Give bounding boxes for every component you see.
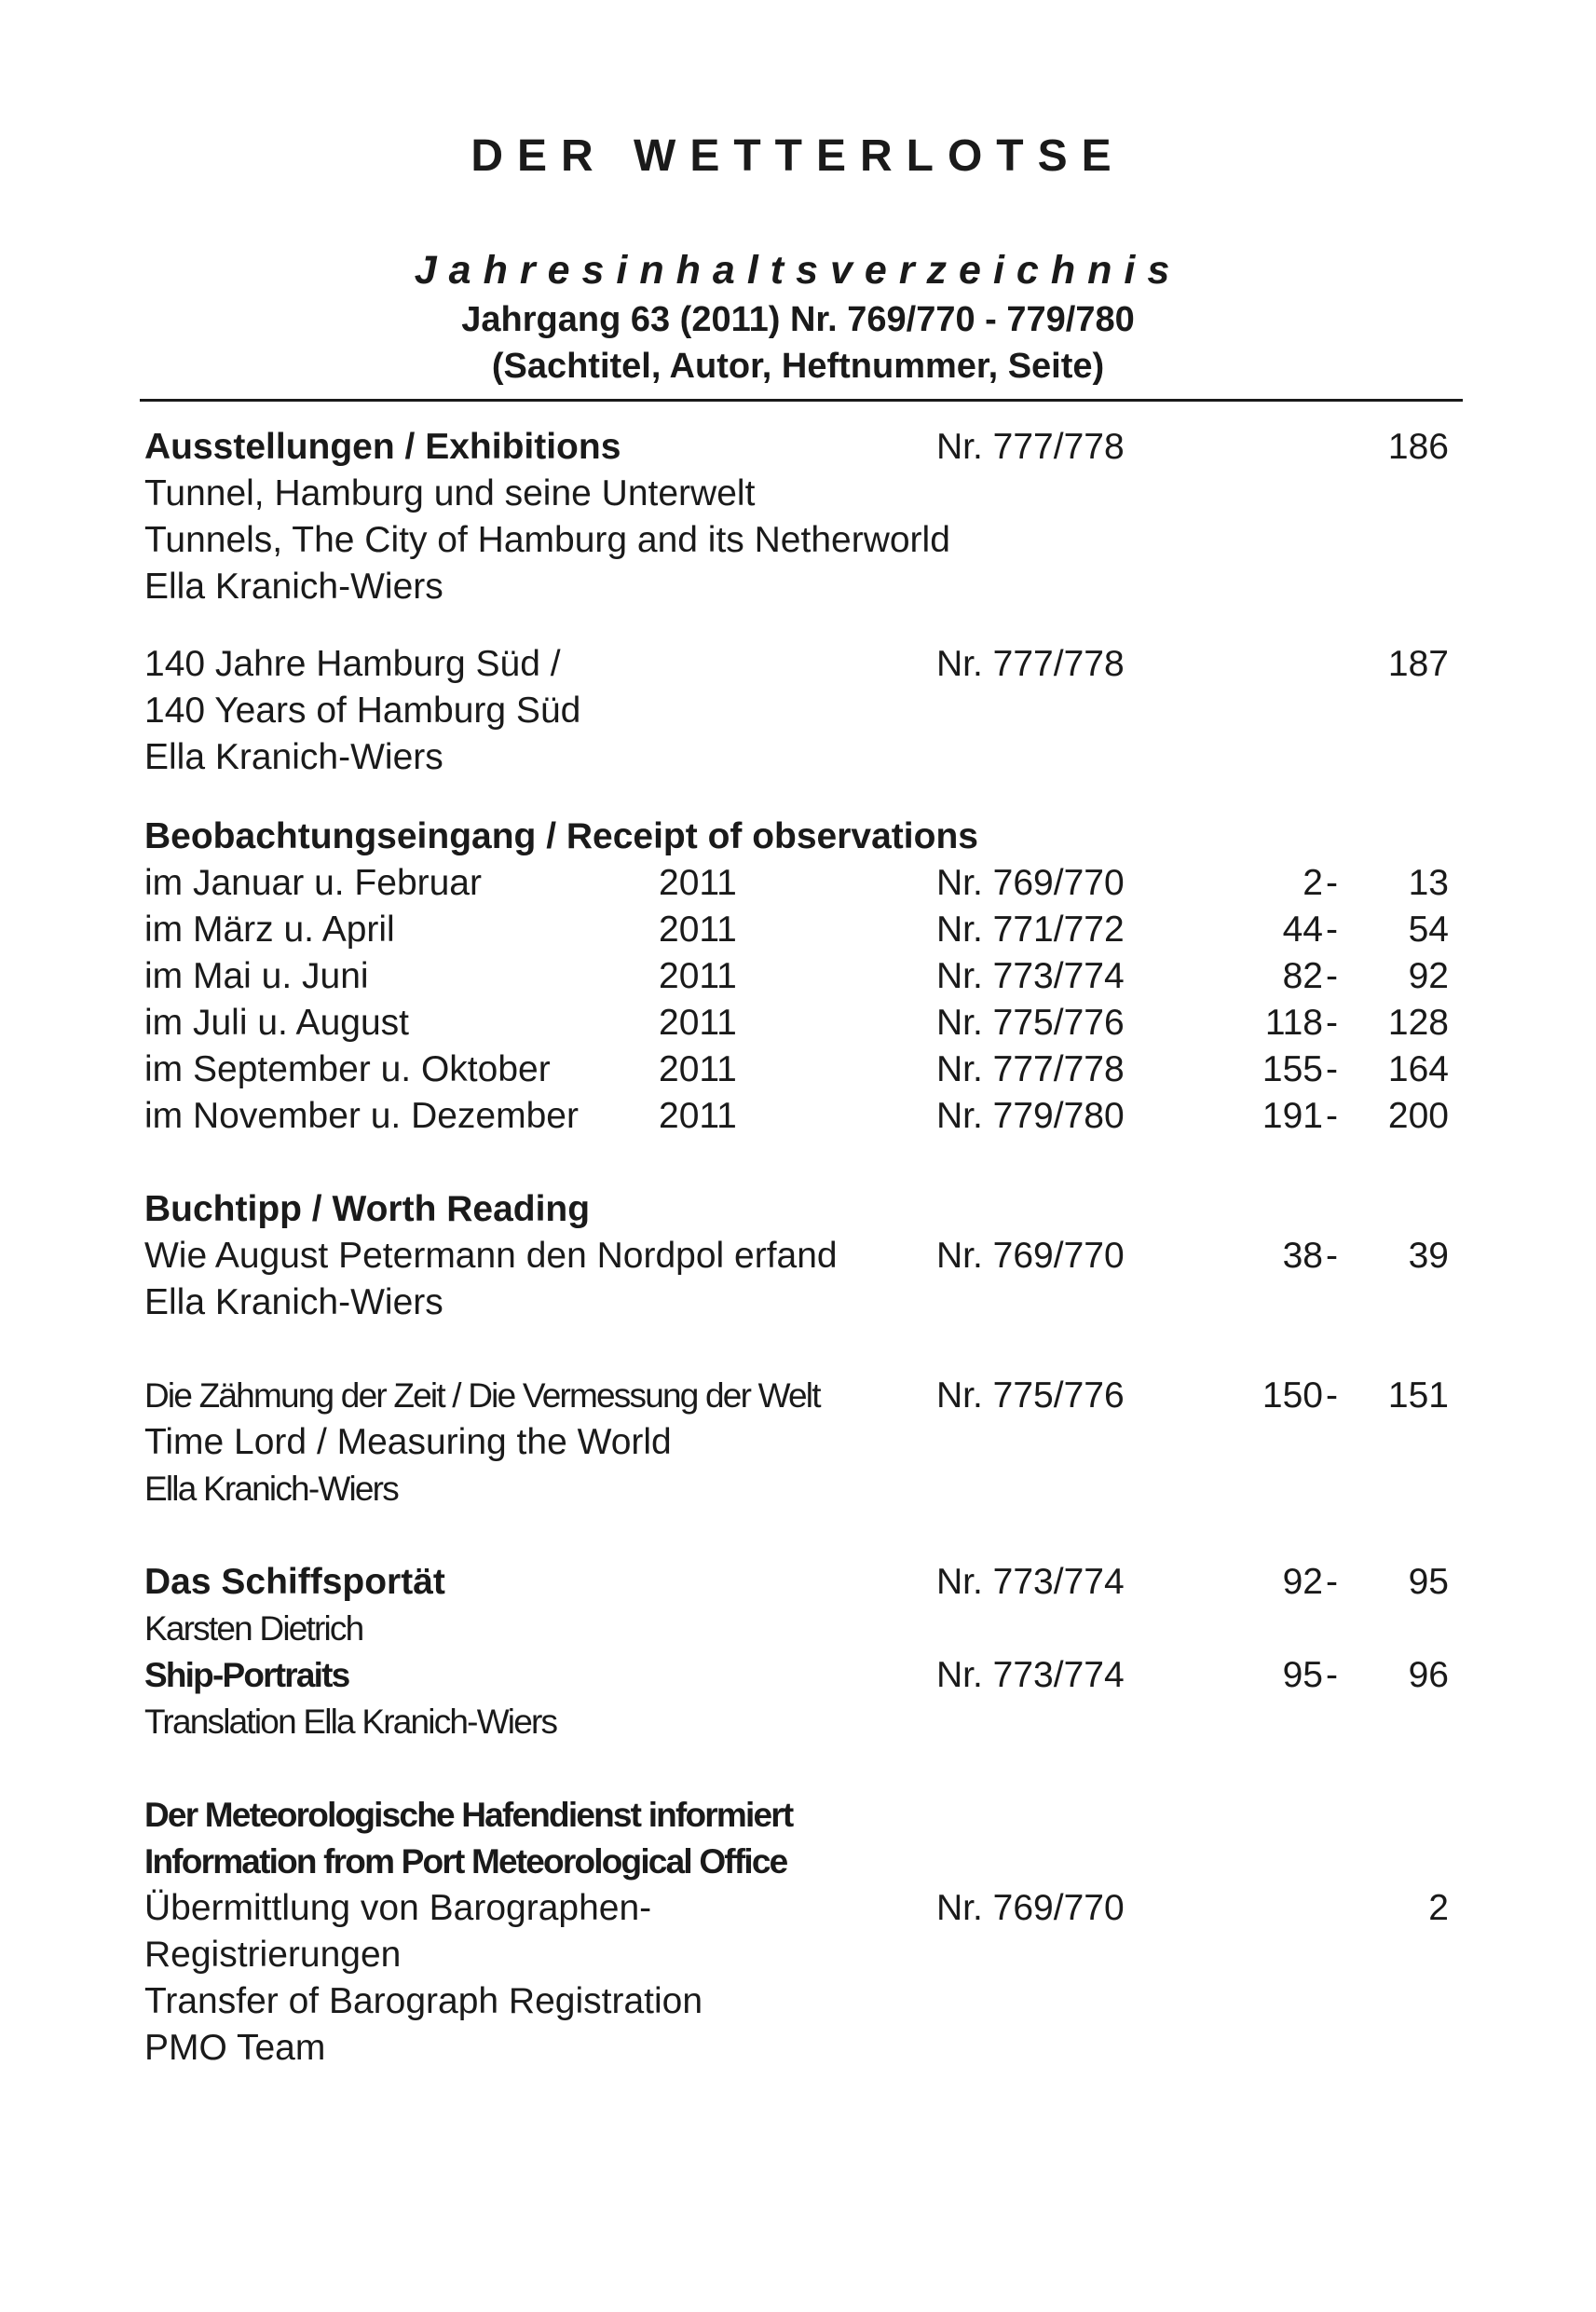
- index-line: [144, 1932, 1449, 1978]
- entry-text: Registrierungen: [144, 1935, 402, 1975]
- entry-text: im September u. Oktober: [144, 1049, 551, 1089]
- index-line: [144, 1000, 1449, 1047]
- volume-line: Jahrgang 63 (2011) Nr. 769/770 - 779/780: [461, 300, 1135, 339]
- entry-page-dash: -: [1326, 1562, 1338, 1602]
- entry-page-start: 2: [1303, 863, 1323, 903]
- entry-page-start: 118: [1264, 1003, 1323, 1043]
- entry-page-start: 92: [1282, 1562, 1323, 1602]
- entry-page-dash: -: [1326, 1049, 1338, 1089]
- entry-issue: Nr. 777/778: [936, 1049, 1125, 1089]
- entry-issue: Nr. 775/776: [936, 1003, 1125, 1043]
- entry-page-end: 92: [1408, 956, 1449, 996]
- entry-text: Der Meteorologische Hafendienst informiert: [144, 1796, 793, 1834]
- index-line: [144, 860, 1449, 907]
- entry-text: Ella Kranich-Wiers: [144, 567, 443, 607]
- entry-text: Ship-Portraits: [144, 1656, 349, 1694]
- entry-page-end: 200: [1387, 1096, 1449, 1136]
- index-line: [144, 1978, 1449, 2025]
- index-line: [144, 1606, 1449, 1652]
- entry-text: Beobachtungseingang / Receipt of observations: [144, 816, 978, 856]
- entry-issue: Nr. 769/770: [936, 1888, 1125, 1928]
- index-line: [144, 1652, 1449, 1699]
- entry-text: Information from Port Meteorological Office: [144, 1842, 787, 1881]
- index-line: [144, 1885, 1449, 1932]
- entry-issue: Nr. 779/780: [936, 1096, 1125, 1136]
- entry-issue: Nr. 771/772: [936, 910, 1125, 950]
- entry-page-dash: -: [1326, 1096, 1338, 1136]
- fields-legend: (Sachtitel, Autor, Heftnummer, Seite): [491, 347, 1105, 386]
- entry-page-dash: -: [1326, 1655, 1338, 1695]
- index-line: [144, 1559, 1449, 1606]
- entry-page-end: 187: [1387, 644, 1449, 684]
- entry-text: PMO Team: [144, 2028, 326, 2068]
- entry-year: 2011: [659, 1096, 737, 1136]
- entry-page-end: 96: [1408, 1655, 1449, 1695]
- entry-year: 2011: [659, 1049, 737, 1089]
- entry-text: Ella Kranich-Wiers: [144, 737, 443, 777]
- index-line: [144, 734, 1449, 781]
- entry-page-end: 54: [1408, 910, 1449, 950]
- entry-year: 2011: [659, 910, 737, 950]
- index-line: [144, 424, 1449, 471]
- index-line: [144, 1373, 1449, 1419]
- entry-page-start: 44: [1282, 910, 1323, 950]
- entry-year: 2011: [659, 863, 737, 903]
- index-line: [144, 1419, 1449, 1466]
- entry-page-dash: -: [1326, 1236, 1338, 1276]
- index-line: [144, 1792, 1449, 1839]
- entry-text: Ausstellungen / Exhibitions: [144, 427, 621, 467]
- entry-text: im Juli u. August: [144, 1003, 409, 1043]
- entry-text: Wie August Petermann den Nordpol erfand: [144, 1236, 838, 1276]
- entry-text: im Mai u. Juni: [144, 956, 369, 996]
- entry-issue: Nr. 773/774: [936, 1655, 1125, 1695]
- entry-text: Time Lord / Measuring the World: [144, 1422, 672, 1462]
- entry-issue: Nr. 773/774: [936, 1562, 1125, 1602]
- entry-issue: Nr. 769/770: [936, 863, 1125, 903]
- journal-title: DER WETTERLOTSE: [471, 131, 1125, 181]
- entry-page-start: 82: [1282, 956, 1323, 996]
- index-line: [144, 953, 1449, 1000]
- entry-text: im November u. Dezember: [144, 1096, 579, 1136]
- entry-page-start: 38: [1282, 1236, 1323, 1276]
- index-line: [144, 1699, 1449, 1745]
- entry-page-end: 186: [1387, 427, 1449, 467]
- index-line: [144, 564, 1449, 610]
- index-line: [144, 471, 1449, 517]
- entry-text: Das Schiffsportät: [144, 1562, 445, 1602]
- entry-year: 2011: [659, 956, 737, 996]
- index-subtitle: Jahresinhaltsverzeichnis: [414, 248, 1182, 293]
- index-line: [144, 814, 1449, 860]
- index-line: [144, 1186, 1449, 1233]
- entry-text: Transfer of Barograph Registration: [144, 1981, 703, 2021]
- entry-text: 140 Years of Hamburg Süd: [144, 691, 581, 731]
- entry-text: Buchtipp / Worth Reading: [144, 1189, 591, 1229]
- entry-text: im Januar u. Februar: [144, 863, 482, 903]
- index-line: [144, 688, 1449, 734]
- entry-page-end: 39: [1408, 1236, 1449, 1276]
- entry-page-start: 150: [1262, 1375, 1323, 1416]
- entry-page-end: 2: [1428, 1888, 1449, 1928]
- entry-issue: Nr. 773/774: [936, 956, 1125, 996]
- index-line: [144, 1047, 1449, 1093]
- entry-page-dash: -: [1326, 910, 1338, 950]
- entry-page-end: 164: [1387, 1049, 1449, 1089]
- index-line: [144, 1839, 1449, 1885]
- entry-text: Tunnel, Hamburg und seine Unterwelt: [144, 473, 756, 513]
- entry-page-dash: -: [1326, 1003, 1338, 1043]
- entry-page-end: 95: [1408, 1562, 1449, 1602]
- index-line: [144, 2025, 1449, 2072]
- index-line: [144, 907, 1449, 953]
- index-line: [144, 641, 1449, 688]
- entry-text: Translation Ella Kranich-Wiers: [144, 1703, 557, 1741]
- index-line: [144, 1233, 1449, 1279]
- entry-issue: Nr. 775/776: [936, 1375, 1125, 1416]
- entry-text: Ella Kranich-Wiers: [144, 1470, 398, 1508]
- entry-page-dash: -: [1326, 863, 1338, 903]
- entry-page-end: 151: [1387, 1375, 1449, 1416]
- index-line: [144, 1279, 1449, 1326]
- entry-text: Ella Kranich-Wiers: [144, 1282, 443, 1322]
- index-line: [144, 1466, 1449, 1512]
- entry-page-dash: -: [1326, 956, 1338, 996]
- header-divider: [140, 399, 1463, 402]
- entry-text: Übermittlung von Barographen-: [144, 1888, 652, 1928]
- entry-text: Die Zähmung der Zeit / Die Vermessung der Welt: [144, 1376, 820, 1415]
- entry-text: Tunnels, The City of Hamburg and its Netherworld: [144, 520, 950, 560]
- entry-year: 2011: [659, 1003, 737, 1043]
- entry-issue: Nr. 777/778: [936, 427, 1125, 467]
- entry-page-start: 95: [1282, 1655, 1323, 1695]
- entry-text: 140 Jahre Hamburg Süd /: [144, 644, 561, 684]
- index-line: [144, 1093, 1449, 1140]
- entry-text: Karsten Dietrich: [144, 1609, 363, 1648]
- entry-text: im März u. April: [144, 910, 395, 950]
- entry-page-dash: -: [1326, 1375, 1338, 1416]
- entry-page-start: 191: [1262, 1096, 1323, 1136]
- entry-issue: Nr. 769/770: [936, 1236, 1125, 1276]
- entry-page-start: 155: [1262, 1049, 1323, 1089]
- entry-page-end: 13: [1408, 863, 1449, 903]
- entry-issue: Nr. 777/778: [936, 644, 1125, 684]
- entry-page-end: 128: [1387, 1003, 1449, 1043]
- index-line: [144, 517, 1449, 564]
